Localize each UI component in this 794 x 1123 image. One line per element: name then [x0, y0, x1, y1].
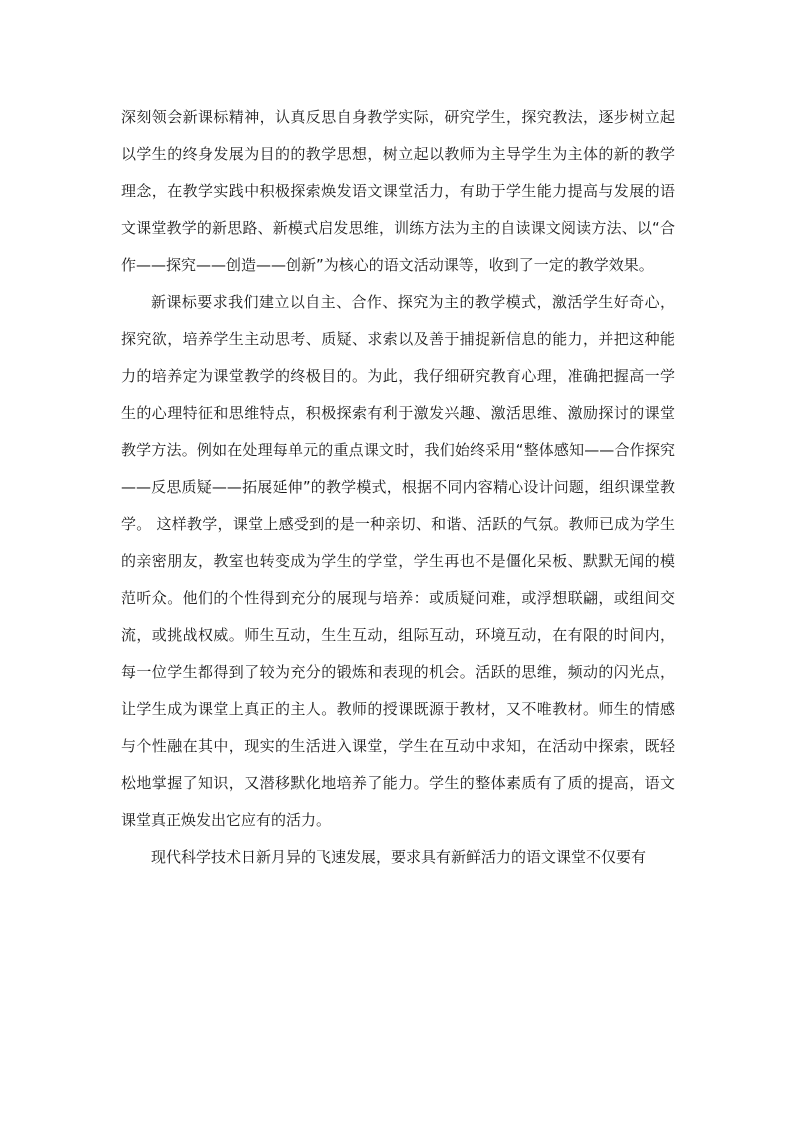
paragraph-continuation: 深刻领会新课标精神，认真反思自身教学实际，研究学生，探究教法，逐步树立起以学生的终身发展为目的的教学思想，树立起以教师为主导学生为主体的新的教学理念，在教学实践中积极探索焕发语文课堂活力，有助于学生能力提高与发展的语文课堂教学的新思路、新模式启发思维，训练方法为主的自读课文阅读方法、以“合作——探究——创造——创新”为核心的语文活动课等，收到了一定的教学效果。 [121, 108, 675, 274]
paragraph-teaching-mode: 新课标要求我们建立以自主、合作、探究为主的教学模式，激活学生好奇心，探究欲，培养学生主动思考、质疑、求索以及善于捕捉新信息的能力，并把这种能力的培养定为课堂教学的终极目的。为此，我仔细研究教育心理，准确把握高一学生的心理特征和思维特点，积极探索有利于激发兴趣、激活思维、激励探讨的课堂教学方法。例如在处理每单元的重点课文时，我们始终采用“整体感知——合作探究——反思质疑——拓展延伸”的教学模式，根据不同内容精心设计问题，组织课堂教学。 这样教学，课堂上感受到的是一种亲切、和谐、活跃的气氛。教师已成为学生的亲密朋友，教室也转变成为学生的学堂，学生再也不是僵化呆板、默默无闻的模范听众。他们的个性得到充分的展现与培养：或质疑问难，或浮想联翩，或组间交流，或挑战权威。师生互动，生生互动，组际互动，环境互动，在有限的时间内，每一位学生都得到了较为充分的锻炼和表现的机会。活跃的思维，频动的闪光点，让学生成为课堂上真正的主人。教师的授课既源于教材，又不唯教材。师生的情感与个性融在其中，现实的生活进入课堂，学生在互动中求知，在活动中探索，既轻松地掌握了知识，又潜移默化地培养了能力。学生的整体素质有了质的提高，语文课堂真正焕发出它应有的活力。 [121, 293, 675, 829]
paragraph-modern-technology: 现代科学技术日新月异的飞速发展，要求具有新鲜活力的语文课堂不仅要有 [151, 848, 647, 866]
document-body [121, 99, 675, 876]
